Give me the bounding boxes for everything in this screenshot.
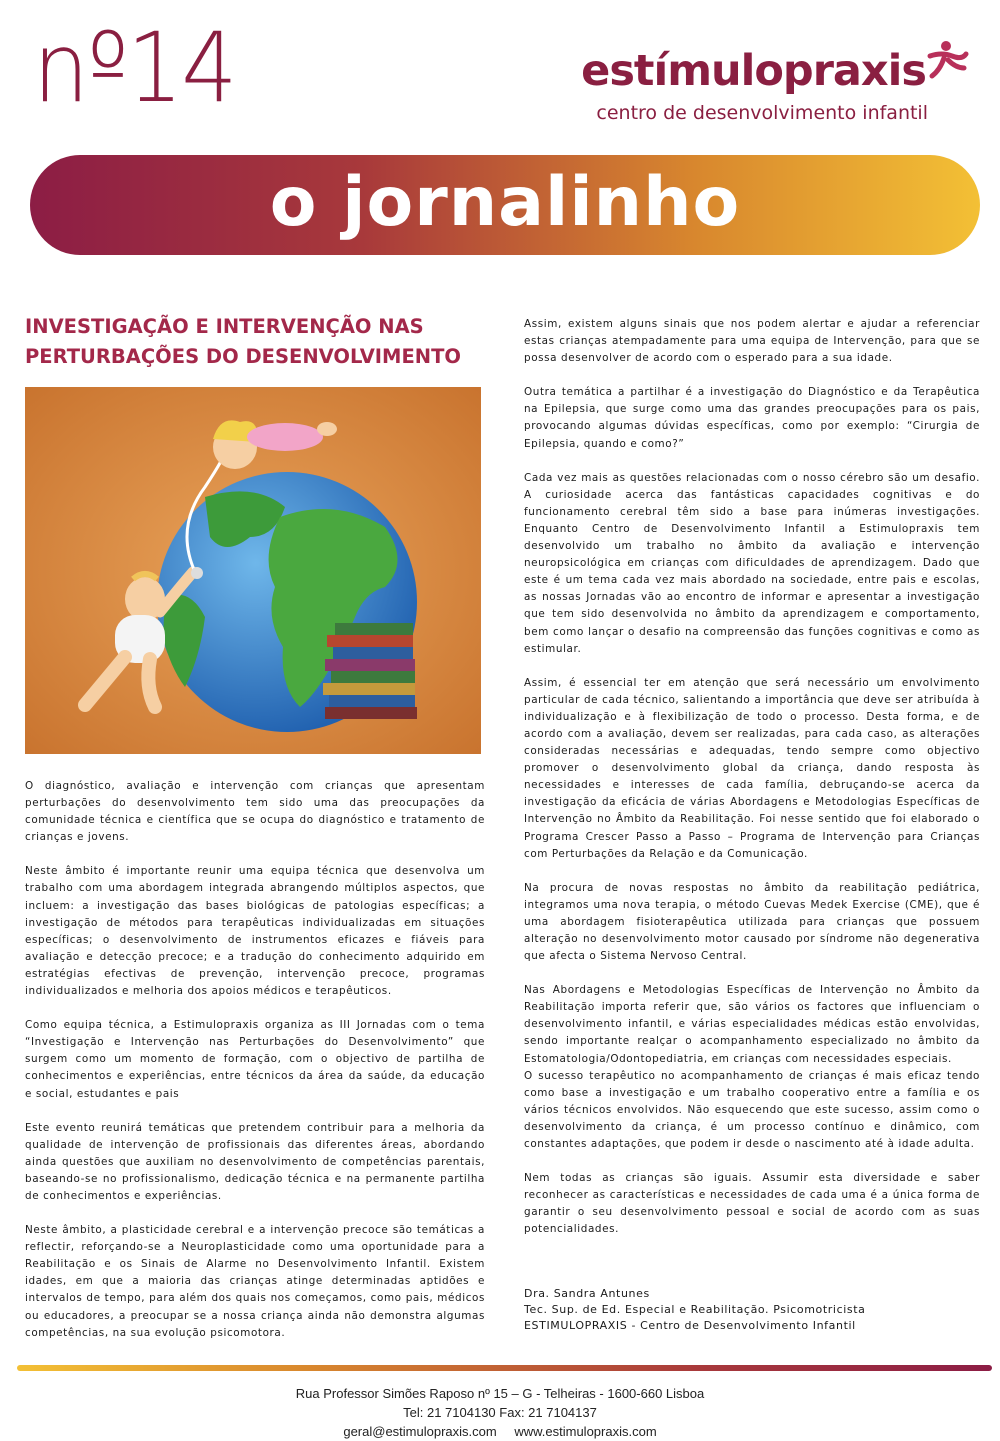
right-column-body <box>524 316 980 1239</box>
footer-divider <box>17 1365 992 1371</box>
logo-name: estímulopraxis <box>581 46 926 96</box>
headline-line-1: INVESTIGAÇÃO E INTERVENÇÃO NAS <box>25 315 424 338</box>
title-banner <box>30 155 980 255</box>
footer-website-link[interactable]: www.estimulopraxis.com <box>514 1424 657 1439</box>
logo-figure-icon <box>922 38 970 86</box>
paragraph: Outra temática a partilhar é a investigação do Diagnóstico e da Terapêutica na Epilepsia, que surge como uma das grandes preocupações para os pais, provocando algumas dúvidas específicas, como por exemplo: “Cirurgia de Epilepsia, quando e como?” <box>524 386 980 450</box>
paragraph: Como equipa técnica, a Estimulopraxis organiza as III Jornadas com o tema “Investigação e Intervenção nas Perturbações do Desenvolvimento” que surgem como um momento de formação, com o objectivo de partilha de conhecimentos e experiências, entre técnicos da área da saúde, da educação e social, estudantes e pais <box>25 1019 485 1100</box>
paragraph: Neste âmbito é importante reunir uma equipa técnica que desenvolva um trabalho com uma abordagem integrada abrangendo múltiplos aspectos, que incluem: a investigação das bases biológicas de patologias específicas; a investigação de métodos para terapêuticas individualizadas em situações específicas; o desenvolvimento de instrumentos eficazes e fiáveis para avaliação e detecção precoce; e a tradução do conhecimento adquirido em estratégias efectivas de prevenção, intervenção precoce, programas individualizados e melhoria dos apoios médicos e terapêuticos. <box>25 865 485 998</box>
footer-phone: Tel: 21 7104130 Fax: 21 7104137 <box>403 1405 597 1420</box>
left-column-body <box>25 778 485 1342</box>
author-signature <box>524 1286 980 1334</box>
author-name: Dra. Sandra Antunes <box>524 1287 650 1300</box>
paragraph: O diagnóstico, avaliação e intervenção com crianças que apresentam perturbações do desenvolvimento tem sido uma das preocupações da comunidade técnica e científica que se ocupa do diagnóstico e tratamento de crianças e jovens. <box>25 780 485 844</box>
paragraph: Assim, é essencial ter em atenção que será necessário um envolvimento particular de cada técnico, salientando a importância que deve ser atribuída à individualização e à flexibilização de todo o processo. Desta forma, e de acordo com a avaliação, devem ser realizadas, para cada caso, as alterações consideradas necessárias e adequadas, tendo sempre como objectivo promover o desenvolvimento global da criança, dando resposta às necessidades e interesses de cada família, debruçando-se acerca da investigação da eficácia de várias Abordagens e Metodologias Específicas de Intervenção no Âmbito da Reabilitação. Foi nesse sentido que foi elaborado o Programa Crescer Passo a Passo – Programa de Intervenção para Crianças com Perturbações da Relação e da Comunicação. <box>524 676 980 860</box>
paragraph: Assim, existem alguns sinais que nos podem alertar e ajudar a referenciar estas crianças atempadamente para uma equipa de Intervenção, para que se possa desenvolver de acordo com o esperado para a sua idade. <box>524 318 980 365</box>
headline-line-2: PERTURBAÇÕES DO DESENVOLVIMENTO <box>25 345 461 368</box>
paragraph: O sucesso terapêutico no acompanhamento de crianças é mais eficaz tendo como base a investigação e um trabalho cooperativo entre a família e os vários técnicos envolvidos. Não esquecendo que este sucesso, assim como o desenvolvimento da criança, é um processo contínuo e dinâmico, com constantes adaptações, que podem ir desde o nascimento até à idade adulta. <box>524 1069 980 1151</box>
author-role: Tec. Sup. de Ed. Especial e Reabilitação. Psicomotricista <box>524 1303 866 1316</box>
paragraph: Nas Abordagens e Metodologias Específicas de Intervenção no Âmbito da Reabilitação importa referir que, são vários os factores que influenciam o desenvolvimento infantil, e várias especialidades médicas estão envolvidas, sendo importante realçar o acompanhamento especializado no âmbito da Estomatologia/Odontopediatria, em crianças com necessidades especiais. <box>524 984 980 1065</box>
paragraph: Este evento reunirá temáticas que pretendem contribuir para a melhoria da qualidade de intervenção de profissionais das diferentes áreas, abordando ainda questões que auxiliam no desenvolvimento de competências parentais, baseando-se no profissionalismo, dedicação técnica e na permanente partilha de conhecimentos e experiências. <box>25 1121 485 1202</box>
logo <box>570 38 970 133</box>
books-stack <box>323 623 417 719</box>
paragraph: Cada vez mais as questões relacionadas com o nosso cérebro são um desafio. A curiosidade acerca das fantásticas capacidades cognitivas e do funcionamento cerebral têm sido a base para inúmeras investigações. Enquanto Centro de Desenvolvimento Infantil a Estimulopraxis tem desenvolvido um trabalho no âmbito da avaliação e intervenção neuropsicológica em crianças com dificuldades de aprendizagem. Dado que este é um tema cada vez mais abordado na sociedade, entre pais e escolas, as nossas Jornadas vão ao encontro de informar e apresentar a investigação que tem sido desenvolvida no âmbito da aprendizagem e comportamento, bem como lançar o desafio na compreensão das funções cognitivas e como as estimular. <box>524 471 980 655</box>
paragraph: Neste âmbito, a plasticidade cerebral e a intervenção precoce são temáticas a reflectir, reforçando-se a Neuroplasticidade como uma oportunidade para a Reabilitação e os Sinais de Alarme no Desenvolvimento Infantil. Existem idades, em que a maioria das crianças atinge determinadas aptidões e intervalos de tempo, para além dos quais nos começamos, como pais, médicos ou educadores, a preocupar se a nossa criança ainda não demonstra algumas competências, na sua evolução psicomotora. <box>25 1224 485 1339</box>
issue-number: nº14 <box>33 12 236 124</box>
footer <box>0 1384 1000 1441</box>
globe-children-illustration <box>25 387 481 754</box>
author-organization: ESTIMULOPRAXIS - Centro de Desenvolvimento Infantil <box>524 1319 856 1332</box>
article-headline <box>25 312 495 372</box>
footer-address: Rua Professor Simões Raposo nº 15 – G - Telheiras - 1600-660 Lisboa <box>295 1386 705 1401</box>
banner-title: o jornalinho <box>269 162 741 242</box>
footer-email-link[interactable]: geral@estimulopraxis.com <box>343 1424 497 1439</box>
footer-contact <box>0 1422 1000 1441</box>
logo-tagline: centro de desenvolvimento infantil <box>596 102 928 124</box>
paragraph: Na procura de novas respostas no âmbito da reabilitação pediátrica, integramos uma nova terapia, o método Cuevas Medek Exercise (CME), que é uma abordagem fisioterapêutica utilizada para crianças que possuem alteração no desenvolvimento motor causado por síndrome não degenerativa que afecta o Sistema Nervoso Central. <box>524 881 980 963</box>
paragraph: Nem todas as crianças são iguais. Assumir esta diversidade e saber reconhecer as características e necessidades de cada uma é a única forma de garantir o seu desenvolvimento pessoal e social de acordo com as suas potencialidades. <box>524 1172 980 1236</box>
